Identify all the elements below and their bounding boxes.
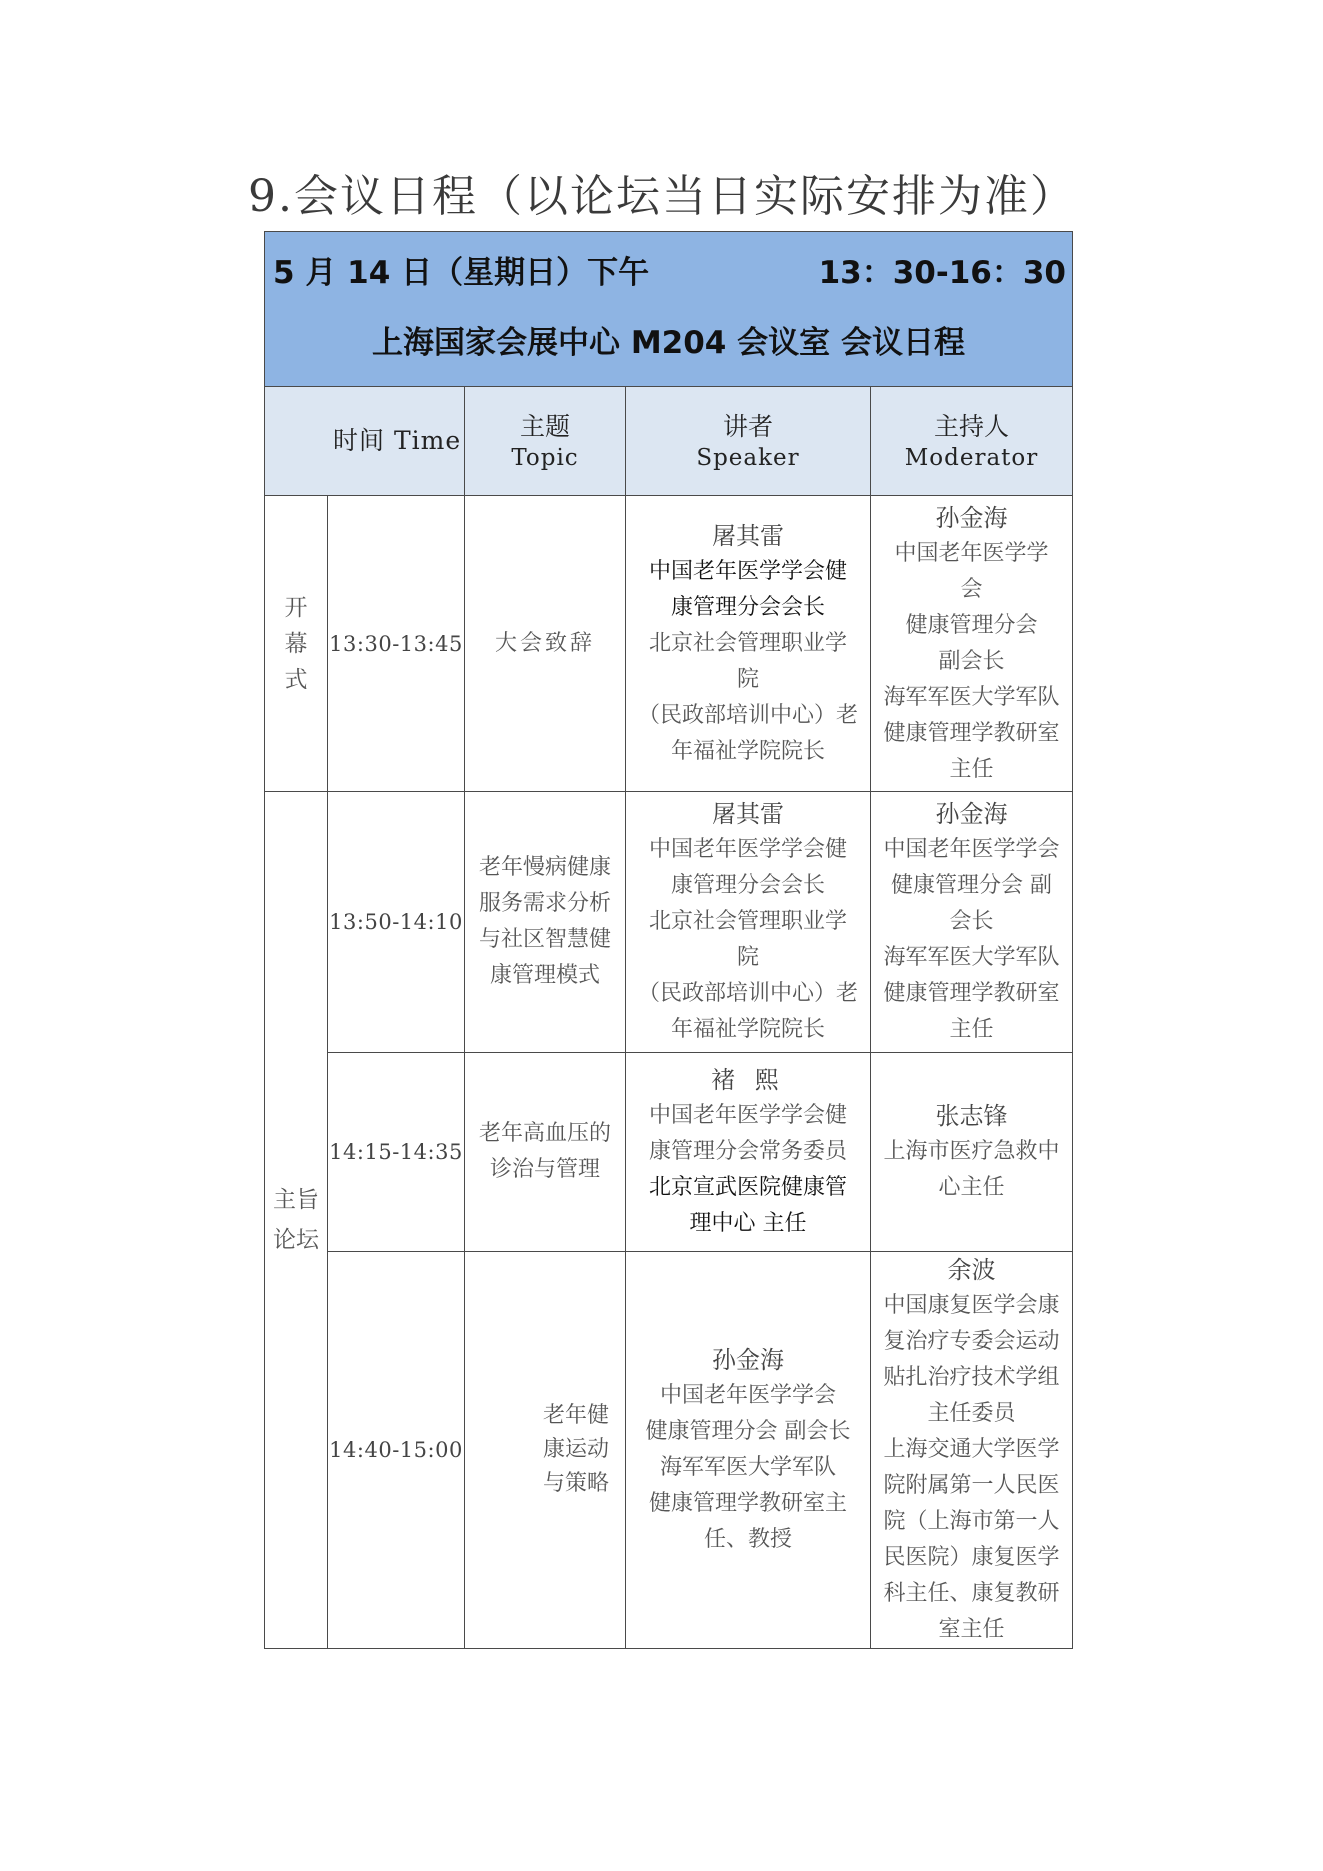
speaker-name: 屠其雷 <box>712 800 784 828</box>
moderator-cell: 孙金海 中国老年医学学会 健康管理分会 副 会长 海军军医大学军队 健康管理学教研室 主任 <box>871 792 1073 1053</box>
speaker-name: 孙金海 <box>712 1346 784 1374</box>
table-row <box>265 1252 1073 1649</box>
speaker-name: 屠其雷 <box>712 521 784 550</box>
speaker-name: 褚 熙 <box>711 1066 785 1094</box>
time-cell: 14:40-15:00 <box>328 1252 465 1649</box>
speaker-cell: 屠其雷 中国老年医学学会健 康管理分会会长 北京社会管理职业学 院 （民政部培训中心）老 年福祉学院院长 <box>626 496 871 792</box>
speaker-cell: 屠其雷 中国老年医学学会健 康管理分会会长 北京社会管理职业学 院 （民政部培训中心）老 年福祉学院院长 <box>626 792 871 1053</box>
banner-venue: 上海国家会展中心 M204 会议室 会议日程 <box>372 325 965 361</box>
moderator-name: 孙金海 <box>935 800 1008 828</box>
speaker-cell: 孙金海 中国老年医学学会 健康管理分会 副会长 海军军医大学军队 健康管理学教研室主 任、教授 <box>626 1252 871 1649</box>
header-speaker: 讲者 Speaker <box>626 387 871 496</box>
time-cell: 13:50-14:10 <box>328 792 465 1053</box>
page-title: 9.会议日程（以论坛当日实际安排为准） <box>248 171 1076 222</box>
speaker-cell: 褚 熙 中国老年医学学会健 康管理分会常务委员 北京宣武医院健康管 理中心 主任 <box>626 1053 871 1252</box>
topic-cell: 老年慢病健康服务需求分析与社区智慧健康管理模式 <box>465 792 626 1053</box>
header-time: 时间 Time <box>265 387 465 496</box>
moderator-cell: 孙金海 中国老年医学学 会 健康管理分会 副会长 海军军医大学军队 健康管理学教研室 主任 <box>871 496 1073 792</box>
session-label-opening: 开幕式 <box>265 496 328 792</box>
time-cell: 13:30-13:45 <box>328 496 465 792</box>
banner-date: 5 月 14 日（星期日）下午 <box>273 255 650 291</box>
schedule-table <box>264 231 1073 1649</box>
time-cell: 14:15-14:35 <box>328 1053 465 1252</box>
header-topic: 主题 Topic <box>465 387 626 496</box>
header-moderator: 主持人 Moderator <box>871 387 1073 496</box>
schedule-banner <box>265 232 1073 387</box>
moderator-cell: 余波 中国康复医学会康 复治疗专委会运动 贴扎治疗技术学组 主任委员 上海交通大学医学 院附属第一人民医 院（上海市第一人 民医院）康复医学 科主任、康复教研 室主任 <box>871 1252 1073 1649</box>
moderator-name: 孙金海 <box>935 503 1008 532</box>
moderator-cell: 张志锋 上海市医疗急救中 心主任 <box>871 1053 1073 1252</box>
table-row <box>265 792 1073 1053</box>
banner-time: 13：30-16：30 <box>818 255 1067 291</box>
moderator-name: 余波 <box>947 1256 996 1284</box>
topic-cell: 大会致辞 <box>465 496 626 792</box>
topic-cell: 老年高血压的诊治与管理 <box>465 1053 626 1252</box>
table-header-row <box>265 387 1073 496</box>
moderator-name: 张志锋 <box>935 1102 1008 1130</box>
table-row <box>265 496 1073 792</box>
session-label-keynote: 主旨论坛 <box>265 792 328 1649</box>
topic-cell: 老年健康运动与策略 <box>465 1252 626 1649</box>
table-row <box>265 1053 1073 1252</box>
